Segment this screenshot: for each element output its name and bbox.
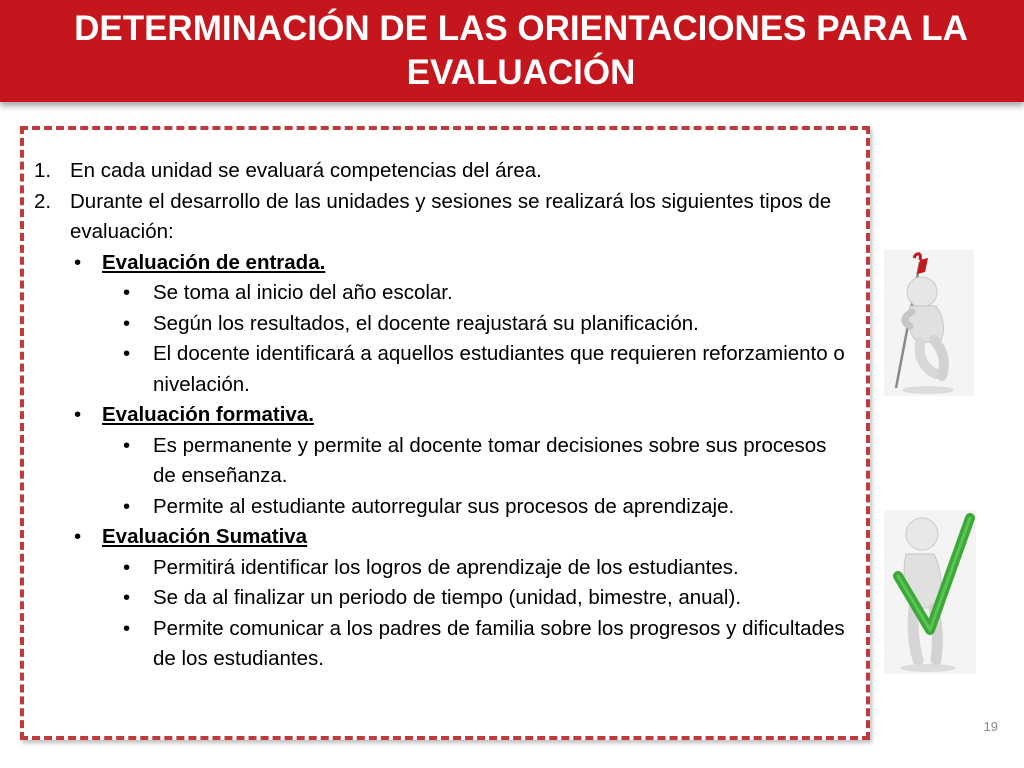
item-text: Durante el desarrollo de las unidades y sesiones se realizará los siguientes tipos de evaluación:	[70, 189, 832, 243]
bullet-item	[34, 278, 854, 309]
slide-title: DETERMINACIÓN DE LAS ORIENTACIONES PARA LA EVALUACIÓN	[74, 9, 968, 92]
bullet-item	[34, 339, 854, 400]
bullet-item	[34, 553, 854, 584]
slide-content	[34, 156, 854, 675]
flag-figure-illustration	[884, 250, 974, 396]
section-heading-text: Evaluación formativa.	[102, 403, 314, 426]
figure-with-flag-icon	[884, 250, 974, 396]
bullet-icon: •	[74, 403, 82, 426]
section-heading-text: Evaluación Sumativa	[102, 525, 308, 548]
bullet-icon: •	[123, 586, 131, 609]
bullet-icon: •	[123, 342, 131, 365]
bullet-item	[34, 492, 854, 523]
numbered-item-2	[34, 187, 854, 248]
section-heading-text: Evaluación de entrada.	[102, 250, 326, 274]
item-text: En cada unidad se evaluará competencias del área.	[70, 159, 542, 182]
bullet-text: Permite al estudiante autorregular sus procesos de aprendizaje.	[153, 494, 735, 518]
bullet-text: Permite comunicar a los padres de familia sobre los progresos y dificultades de los estudiantes.	[153, 616, 845, 670]
item-number: 2.	[34, 189, 52, 213]
bullet-item	[34, 614, 854, 675]
bullet-item	[34, 431, 854, 492]
checkmark-figure-illustration	[884, 510, 976, 674]
bullet-text: Según los resultados, el docente reajustará su planificación.	[153, 311, 699, 335]
bullet-text: El docente identificará a aquellos estudiantes que requieren reforzamiento o nivelación.	[153, 342, 845, 396]
bullet-text: Es permanente y permite al docente tomar decisiones sobre sus procesos de enseñanza.	[153, 433, 827, 487]
title-bar	[0, 0, 1024, 102]
bullet-text: Permitirá identificar los logros de aprendizaje de los estudiantes.	[153, 555, 739, 579]
bullet-icon: •	[74, 250, 82, 274]
bullet-icon: •	[123, 281, 131, 304]
bullet-icon: •	[123, 555, 131, 579]
bullet-item	[34, 583, 854, 614]
bullet-icon: •	[74, 525, 82, 548]
bullet-text: Se da al finalizar un periodo de tiempo (unidad, bimestre, anual).	[153, 586, 742, 609]
numbered-item-1	[34, 156, 854, 187]
figure-with-checkmark-icon	[884, 510, 976, 674]
bullet-text: Se toma al inicio del año escolar.	[153, 281, 453, 304]
page-number: 19	[983, 719, 998, 734]
section-heading-sumativa	[34, 522, 854, 553]
item-number: 1.	[34, 159, 52, 182]
bullet-item	[34, 309, 854, 340]
bullet-icon: •	[123, 433, 131, 457]
section-heading-formativa	[34, 400, 854, 431]
bullet-icon: •	[123, 311, 131, 335]
section-heading-entrada	[34, 248, 854, 279]
bullet-icon: •	[123, 494, 131, 518]
bullet-icon: •	[123, 616, 131, 640]
